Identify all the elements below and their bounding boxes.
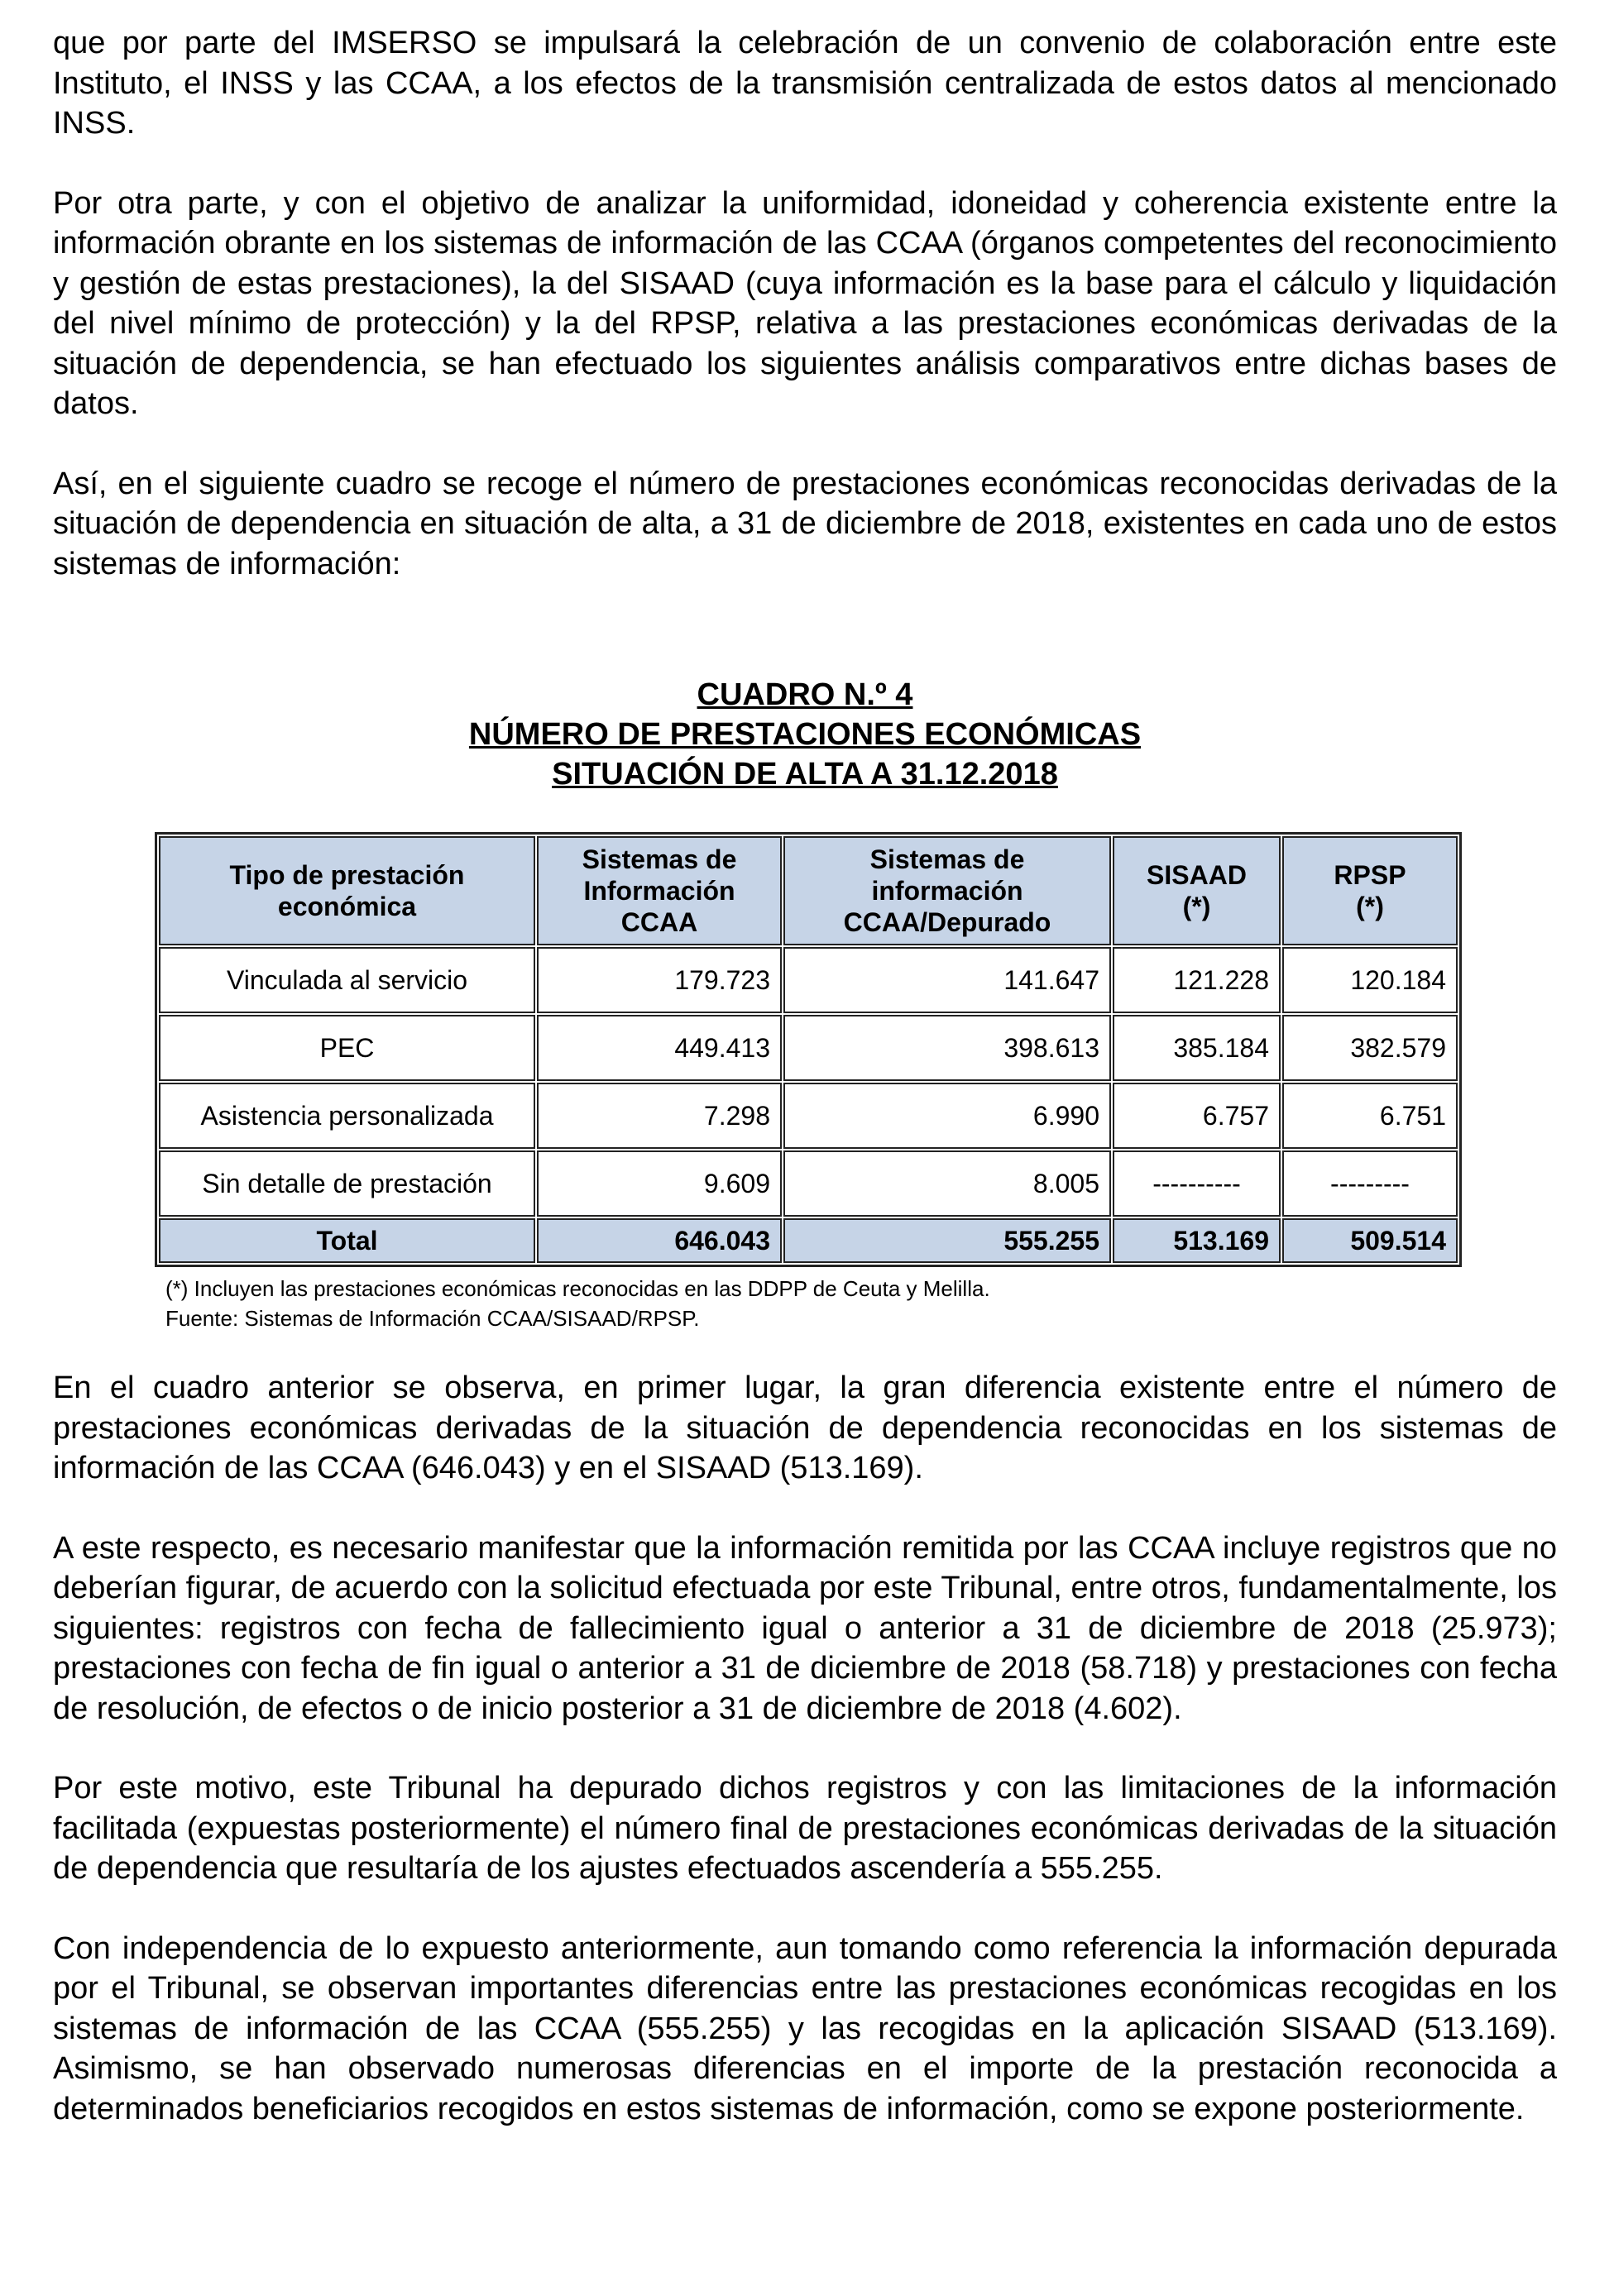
cell-ccaa-depurado: 141.647: [783, 947, 1111, 1013]
cell-rpsp: ---------: [1282, 1150, 1458, 1217]
cell-rpsp: 382.579: [1282, 1015, 1458, 1081]
total-sisaad: 513.169: [1113, 1218, 1281, 1263]
table-row: [159, 1150, 1458, 1217]
cell-rpsp: 120.184: [1282, 947, 1458, 1013]
row-label: PEC: [159, 1015, 535, 1081]
table-row: [159, 1015, 1458, 1081]
cell-ccaa: 9.609: [537, 1150, 782, 1217]
table-total-row: [159, 1218, 1458, 1263]
header-tipo-prestacion: Tipo de prestación económica: [159, 836, 535, 945]
cell-ccaa: 449.413: [537, 1015, 782, 1081]
table-row: [159, 947, 1458, 1013]
cell-rpsp: 6.751: [1282, 1083, 1458, 1149]
table-notes: [165, 1274, 1557, 1333]
table-title-number: CUADRO N.º 4: [697, 677, 913, 712]
table-title: [53, 675, 1557, 794]
row-label: Sin detalle de prestación: [159, 1150, 535, 1217]
paragraph-diferencia: En el cuadro anterior se observa, en primer lugar, la gran diferencia existente entre el número de prestaciones económicas derivadas de la situación de dependencia reconocidas en los sistemas de información de las CCAA (646.043) y en el SISAAD (513.169).: [53, 1370, 1557, 1485]
paragraph-analisis-comparativo: Por otra parte, y con el objetivo de analizar la uniformidad, idoneidad y coherencia existente entre la información obrante en los sistemas de información de las CCAA (órganos competentes del reconocimiento y gestión de estas prestaciones), la del SISAAD (cuya información es la base para el cálculo y liquidación del nivel mínimo de protección) y la del RPSP, relativa a las prestaciones económicas derivadas de la situación de dependencia, se han efectuado los siguientes análisis comparativos entre dichas bases de datos.: [53, 185, 1557, 421]
total-rpsp: 509.514: [1282, 1218, 1458, 1263]
cell-sisaad: 121.228: [1113, 947, 1281, 1013]
header-sistemas-ccaa-depurado: Sistemas de información CCAA/Depurado: [783, 836, 1111, 945]
cell-ccaa-depurado: 6.990: [783, 1083, 1111, 1149]
row-label: Vinculada al servicio: [159, 947, 535, 1013]
table-row: [159, 1083, 1458, 1149]
note-fuente: Fuente: Sistemas de Información CCAA/SISAAD/RPSP.: [165, 1306, 700, 1331]
paragraph-imserso-convenio: que por parte del IMSERSO se impulsará la celebración de un convenio de colaboración entre este Instituto, el INSS y las CCAA, a los efectos de la transmisión centralizada de estos datos al mencionado INSS.: [53, 26, 1557, 141]
header-rpsp: RPSP (*): [1282, 836, 1458, 945]
paragraph-registros: A este respecto, es necesario manifestar que la información remitida por las CCAA incluye registros que no deberían figurar, de acuerdo con la solicitud efectuada por este Tribunal, entre otros, fundamentalmente, los siguientes: registros con fecha de fallecimiento igual o anterior a 31 de diciembre de 2018 (25.973); prestaciones con fecha de fin igual o anterior a 31 de diciembre de 2018 (58.718) y prestaciones con fecha de resolución, de efectos o de inicio posterior a 31 de diciembre de 2018 (4.602).: [53, 1530, 1557, 1726]
cell-ccaa-depurado: 8.005: [783, 1150, 1111, 1217]
total-label: Total: [159, 1218, 535, 1263]
table-header-row: [159, 836, 1458, 945]
cell-sisaad: 6.757: [1113, 1083, 1281, 1149]
document-page: [53, 23, 1557, 2129]
cell-sisaad: ----------: [1113, 1150, 1281, 1217]
paragraph-cuadro-intro: Así, en el siguiente cuadro se recoge el número de prestaciones económicas reconocidas derivadas de la situación de dependencia en situación de alta, a 31 de diciembre de 2018, existentes en cada uno de estos sistemas de información:: [53, 466, 1557, 581]
table-title-date: SITUACIÓN DE ALTA A 31.12.2018: [552, 757, 1058, 792]
paragraph-depuracion: Por este motivo, este Tribunal ha depurado dichos registros y con las limitaciones de la información facilitada (expuestas posteriormente) el número final de prestaciones económicas derivadas de la situación de dependencia que resultaría de los ajustes efectuados ascendería a 555.255.: [53, 1771, 1557, 1886]
row-label: Asistencia personalizada: [159, 1083, 535, 1149]
total-ccaa-depurado: 555.255: [783, 1218, 1111, 1263]
cell-sisaad: 385.184: [1113, 1015, 1281, 1081]
paragraph-conclusion: Con independencia de lo expuesto anteriormente, aun tomando como referencia la información depurada por el Tribunal, se observan importantes diferencias entre las prestaciones económicas recogidas en los sistemas de información de las CCAA (555.255) y las recogidas en la aplicación SISAAD (513.169). Asimismo, se han observado numerosas diferencias en el importe de la prestación reconocida a determinados beneficiarios recogidos en estos sistemas de información, como se expone posteriormente.: [53, 1930, 1557, 2126]
table-title-subject: NÚMERO DE PRESTACIONES ECONÓMICAS: [468, 717, 1142, 752]
header-sistemas-ccaa: Sistemas de Información CCAA: [537, 836, 782, 945]
note-ceuta-melilla: (*) Incluyen las prestaciones económicas reconocidas en las DDPP de Ceuta y Melilla.: [165, 1276, 990, 1301]
cell-ccaa: 179.723: [537, 947, 782, 1013]
total-ccaa: 646.043: [537, 1218, 782, 1263]
cell-ccaa-depurado: 398.613: [783, 1015, 1111, 1081]
prestaciones-table: [155, 832, 1462, 1267]
header-sisaad: SISAAD (*): [1113, 836, 1281, 945]
cell-ccaa: 7.298: [537, 1083, 782, 1149]
